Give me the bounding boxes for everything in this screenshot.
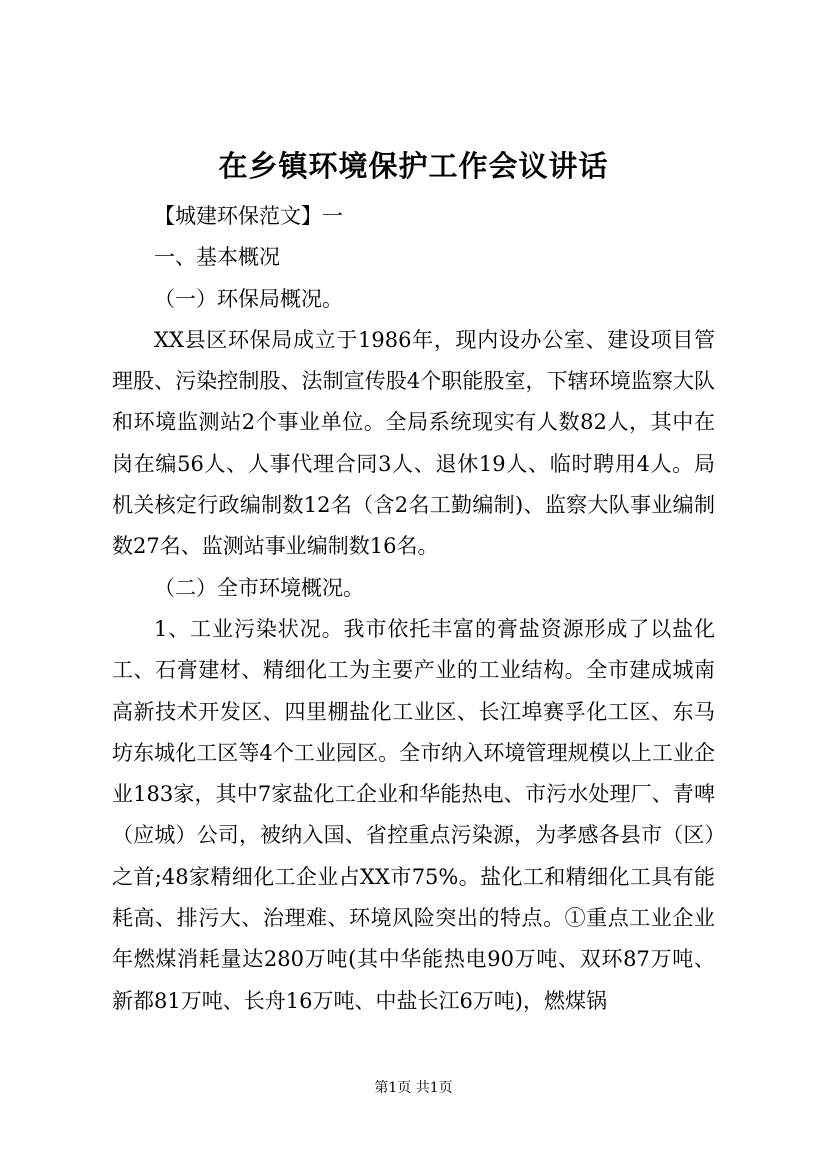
page-footer: 第1页 共1页	[374, 1080, 453, 1096]
document-body	[112, 196, 715, 1022]
body-paragraph: 1、工业污染状况。我市依托丰富的膏盐资源形成了以盐化工、石膏建材、精细化工为主要产业的工业结构。全市建成城南高新技术开发区、四里棚盐化工业区、长江埠赛孚化工区、东马坊东城化工区等4个工业园区。全市纳入环境管理规模以上工业企业183家，其中7家盐化工企业和华能热电、市污水处理厂、青啤（应城）公司，被纳入国、省控重点污染源，为孝感各县市（区）之首;48家精细化工企业占XX市75%。盐化工和精细化工具有能耗高、排污大、治理难、环境风险突出的特点。①重点工业企业年燃煤消耗量达280万吨(其中华能热电90万吨、双环87万吨、新都81万吨、长舟16万吨、中盐长江6万吨)，燃煤锅	[112, 616, 715, 1013]
body-paragraph: XX县区环保局成立于1986年，现内设办公室、建设项目管理股、污染控制股、法制宣传股4个职能股室，下辖环境监察大队和环境监测站2个事业单位。全局系统现实有人数82人，其中在岗在编56人、人事代理合同3人、退休19人、临时聘用4人。局机关核定行政编制数12名（含2名工勤编制)、监察大队事业编制数27名、监测站事业编制数16名。	[112, 327, 715, 559]
category-label: 【城建环保范文】一	[154, 204, 343, 228]
section-heading: 一、基本概况	[154, 245, 280, 270]
subsection-heading: （一）环保局概况。	[154, 286, 343, 311]
page-title: 在乡镇环境保护工作会议讲话	[218, 149, 609, 183]
subsection-heading: （二）全市环境概况。	[154, 575, 364, 600]
